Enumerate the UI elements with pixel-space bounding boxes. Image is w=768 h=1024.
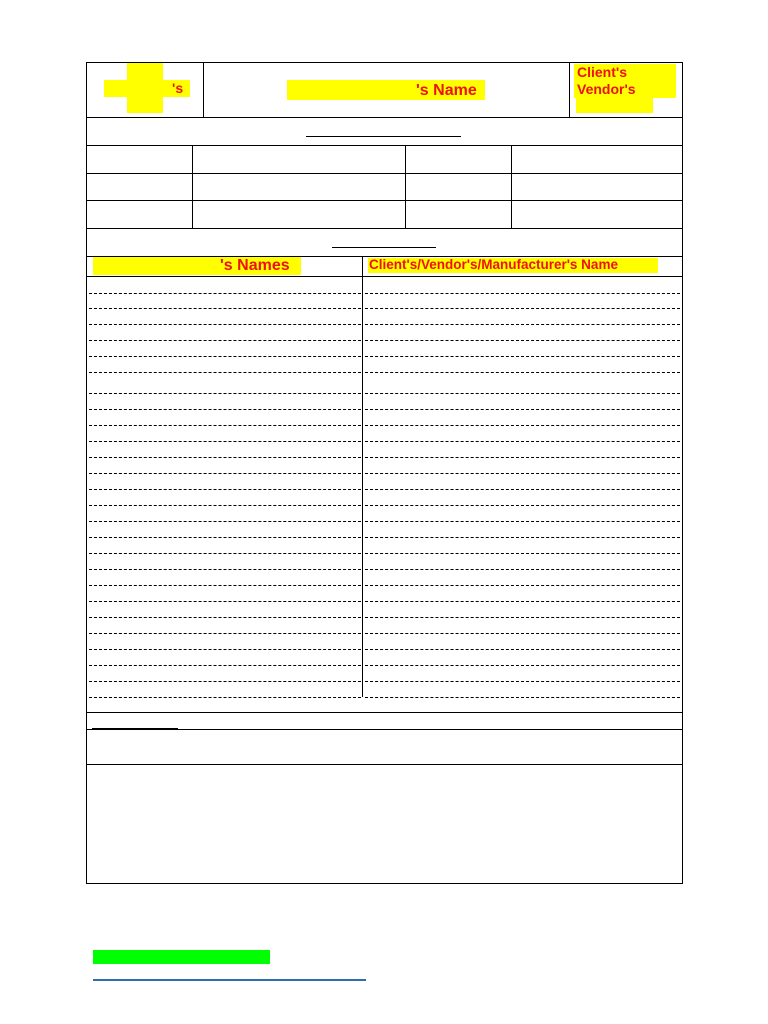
name-entry-line (89, 324, 361, 325)
client-entry-line (365, 569, 680, 570)
client-entry-line (365, 505, 680, 506)
client-entry-line (365, 340, 680, 341)
client-entry-line (365, 681, 680, 682)
client-highlight-bottom (576, 97, 653, 113)
client-entry-line (365, 441, 680, 442)
client-entry-line (365, 633, 680, 634)
name-entry-line (89, 441, 361, 442)
info-grid-bottom (86, 228, 683, 229)
name-entry-line (89, 393, 361, 394)
name-entry-line (89, 372, 361, 373)
name-entry-line (89, 489, 361, 490)
name-entry-line (89, 409, 361, 410)
client-entry-line (365, 601, 680, 602)
info-grid-top (86, 145, 683, 146)
name-entry-line (89, 569, 361, 570)
client-entry-line (365, 665, 680, 666)
name-entry-line (89, 457, 361, 458)
name-entry-line (89, 521, 361, 522)
name-entry-line (89, 617, 361, 618)
client-entry-line (365, 324, 680, 325)
client-entry-line (365, 585, 680, 586)
name-entry-line (89, 681, 361, 682)
client-entry-line (365, 393, 680, 394)
name-entry-line (89, 633, 361, 634)
header-right-line1: Client's (577, 64, 628, 80)
footer-link-underline[interactable] (93, 979, 366, 981)
name-entry-line (89, 425, 361, 426)
name-entry-line (89, 356, 361, 357)
name-entry-line (89, 649, 361, 650)
footer-green-highlight (93, 950, 270, 964)
client-entry-line (365, 553, 680, 554)
list-column-divider (362, 256, 363, 697)
name-entry-line (89, 308, 361, 309)
client-entry-line (365, 521, 680, 522)
name-entry-line (89, 553, 361, 554)
header-center-label: 's Name (416, 82, 477, 99)
header-bottom-rule (86, 117, 683, 118)
name-entry-line (89, 340, 361, 341)
client-entry-line (365, 489, 680, 490)
client-entry-line (365, 409, 680, 410)
names-column-header: 's Names (220, 257, 290, 274)
header-divider-right (569, 62, 570, 117)
name-entry-line (89, 293, 361, 294)
client-entry-line (365, 617, 680, 618)
client-entry-line (365, 356, 680, 357)
list-header-bottom (86, 276, 683, 277)
info-grid-row1 (86, 173, 683, 174)
name-entry-line (89, 601, 361, 602)
client-entry-line (365, 697, 680, 698)
signature-rule (86, 764, 683, 765)
client-entry-line (365, 425, 680, 426)
header-divider-left (203, 62, 204, 117)
info-grid-col1 (192, 145, 193, 228)
name-entry-line (89, 473, 361, 474)
name-entry-line (89, 585, 361, 586)
client-entry-line (365, 308, 680, 309)
header-right-line2: Vendor's (577, 81, 636, 97)
client-entry-line (365, 372, 680, 373)
name-entry-line (89, 665, 361, 666)
client-entry-line (365, 649, 680, 650)
info-grid-col3 (511, 145, 512, 228)
client-entry-line (365, 457, 680, 458)
client-entry-line (365, 537, 680, 538)
name-entry-line (89, 697, 361, 698)
client-entry-line (365, 293, 680, 294)
name-entry-line (89, 505, 361, 506)
client-column-header: Client's/Vendor's/Manufacturer's Name (369, 257, 618, 272)
info-grid-row2 (86, 200, 683, 201)
list-bottom-rule (86, 712, 683, 713)
client-entry-line (365, 473, 680, 474)
remarks-rule (86, 729, 683, 730)
header-left-label: 's (172, 80, 184, 96)
name-entry-line (89, 537, 361, 538)
info-grid-col2 (405, 145, 406, 228)
section2-title-underline (332, 247, 436, 248)
section1-title-underline (306, 136, 461, 137)
